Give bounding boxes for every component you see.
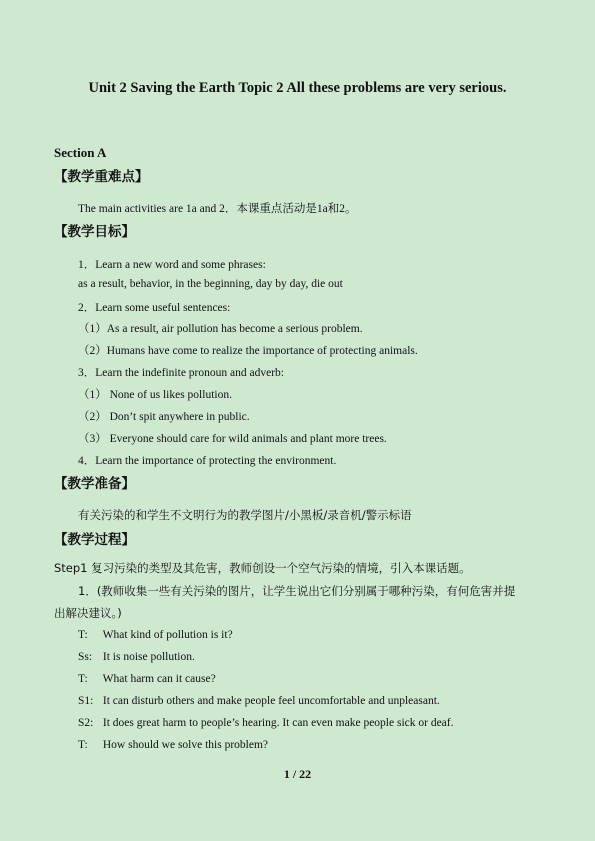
dialogue-text: What harm can it cause? — [102, 673, 216, 685]
key-points-heading: 【教学重难点】 — [54, 169, 149, 185]
preparation-text: 有关污染的和学生不文明行为的教学图片/小黑板/录音机/警示标语 — [78, 508, 412, 522]
dialogue-speaker: S2: — [78, 717, 94, 729]
dialogue-text: How should we solve this problem? — [102, 739, 269, 751]
objective-line: （1）As a result, air pollution has become a serious problem. — [78, 323, 363, 335]
dialogue-speaker: S1: — [78, 695, 94, 707]
dialogue-line — [78, 629, 233, 641]
dialogue-text: It does great harm to people’s hearing. It can even make people sick or deaf. — [102, 717, 454, 729]
document-title: Unit 2 Saving the Earth Topic 2 All these problems are very serious. — [88, 80, 507, 96]
process-heading: 【教学过程】 — [54, 532, 135, 548]
dialogue-speaker: Ss: — [78, 651, 93, 663]
section-title: Section A — [54, 145, 107, 160]
dialogue-text: It is noise pollution. — [102, 651, 195, 663]
preparation-heading: 【教学准备】 — [54, 476, 135, 492]
dialogue-text: What kind of pollution is it? — [102, 629, 233, 641]
objective-line: 1．Learn a new word and some phrases: — [78, 259, 266, 271]
objective-line: （1） None of us likes pollution. — [78, 389, 232, 401]
objective-line: （2） Don’t spit anywhere in public. — [78, 411, 250, 423]
objectives-heading: 【教学目标】 — [54, 224, 135, 240]
dialogue-line — [78, 673, 216, 685]
page-number: 1 / 22 — [283, 767, 312, 781]
dialogue-line — [78, 739, 268, 751]
item1-line1: 1．(教师收集一些有关污染的图片，让学生说出它们分别属于哪种污染，有何危害并提 — [78, 584, 516, 598]
dialogue-text: It can disturb others and make people feel uncomfortable and unpleasant. — [102, 695, 440, 707]
dialogue-speaker: T: — [78, 629, 88, 641]
objective-line: （2）Humans have come to realize the importance of protecting animals. — [78, 345, 418, 357]
dialogue-speaker: T: — [78, 739, 88, 751]
objective-line: as a result, behavior, in the beginning, day by day, die out — [78, 278, 343, 290]
key-points-text: The main activities are 1a and 2．本课重点活动是1a和2。 — [78, 203, 357, 215]
objective-line: （3） Everyone should care for wild animals and plant more trees. — [78, 433, 387, 445]
objective-line: 2．Learn some useful sentences: — [78, 302, 231, 314]
dialogue-line — [78, 651, 195, 663]
item1-line2: 出解决建议。) — [54, 606, 122, 620]
dialogue-line — [78, 695, 440, 707]
objective-line: 4．Learn the importance of protecting the environment. — [78, 455, 337, 467]
objective-line: 3．Learn the indefinite pronoun and adverb: — [78, 367, 284, 379]
dialogue-line — [78, 717, 454, 729]
step1-text: Step1 复习污染的类型及其危害，教师创设一个空气污染的情境，引入本课话题。 — [54, 561, 471, 575]
dialogue-speaker: T: — [78, 673, 88, 685]
